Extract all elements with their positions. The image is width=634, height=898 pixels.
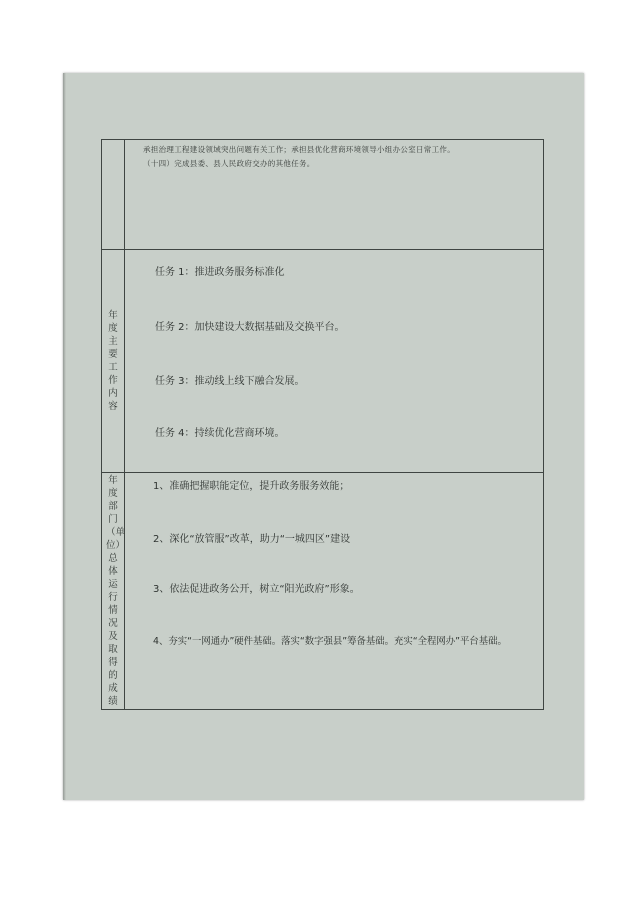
task-3: 任务 3：推动线上线下融合发展。 [155, 376, 305, 387]
task-2: 任务 2：加快建设大数据基础及交换平台。 [155, 322, 345, 333]
sheet-edge-shadow [63, 73, 66, 800]
duty-line-1: 承担治理工程建设领域突出问题有关工作；承担县优化营商环境领导小组办公室日常工作。 [143, 145, 455, 154]
table-row-duties [102, 140, 544, 250]
achievement-1: 1、准确把握职能定位，提升政务服务效能； [153, 481, 350, 492]
form-table [101, 139, 544, 710]
table-row-annual-work [102, 250, 544, 473]
achievement-2: 2、深化“放管服”改革，助力“一城四区”建设 [153, 534, 351, 545]
duty-line-2: （十四）完成县委、县人民政府交办的其他任务。 [143, 159, 315, 168]
annual-work-cell [125, 250, 544, 473]
label-cell-empty [102, 140, 125, 250]
achievements-cell [125, 473, 544, 710]
annual-work-label: 年度主要工作内容 [108, 310, 118, 412]
achievement-3: 3、依法促进政务公开，树立“阳光政府”形象。 [153, 584, 360, 595]
table-row-achievements [102, 473, 544, 710]
achievement-4: 4、夯实“一网通办”硬件基础。落实“数字强县”筹备基础。充实“全程网办”平台基础。 [153, 636, 507, 647]
task-4: 任务 4：持续优化营商环境。 [155, 428, 285, 439]
annual-work-label-cell [102, 250, 125, 473]
task-1: 任务 1：推进政务服务标准化 [155, 267, 285, 278]
duties-cell [125, 140, 544, 250]
achievements-label-cell [102, 473, 125, 710]
achievements-label: 年度部门（单位）总体运行情况及取得的成绩 [106, 475, 126, 707]
